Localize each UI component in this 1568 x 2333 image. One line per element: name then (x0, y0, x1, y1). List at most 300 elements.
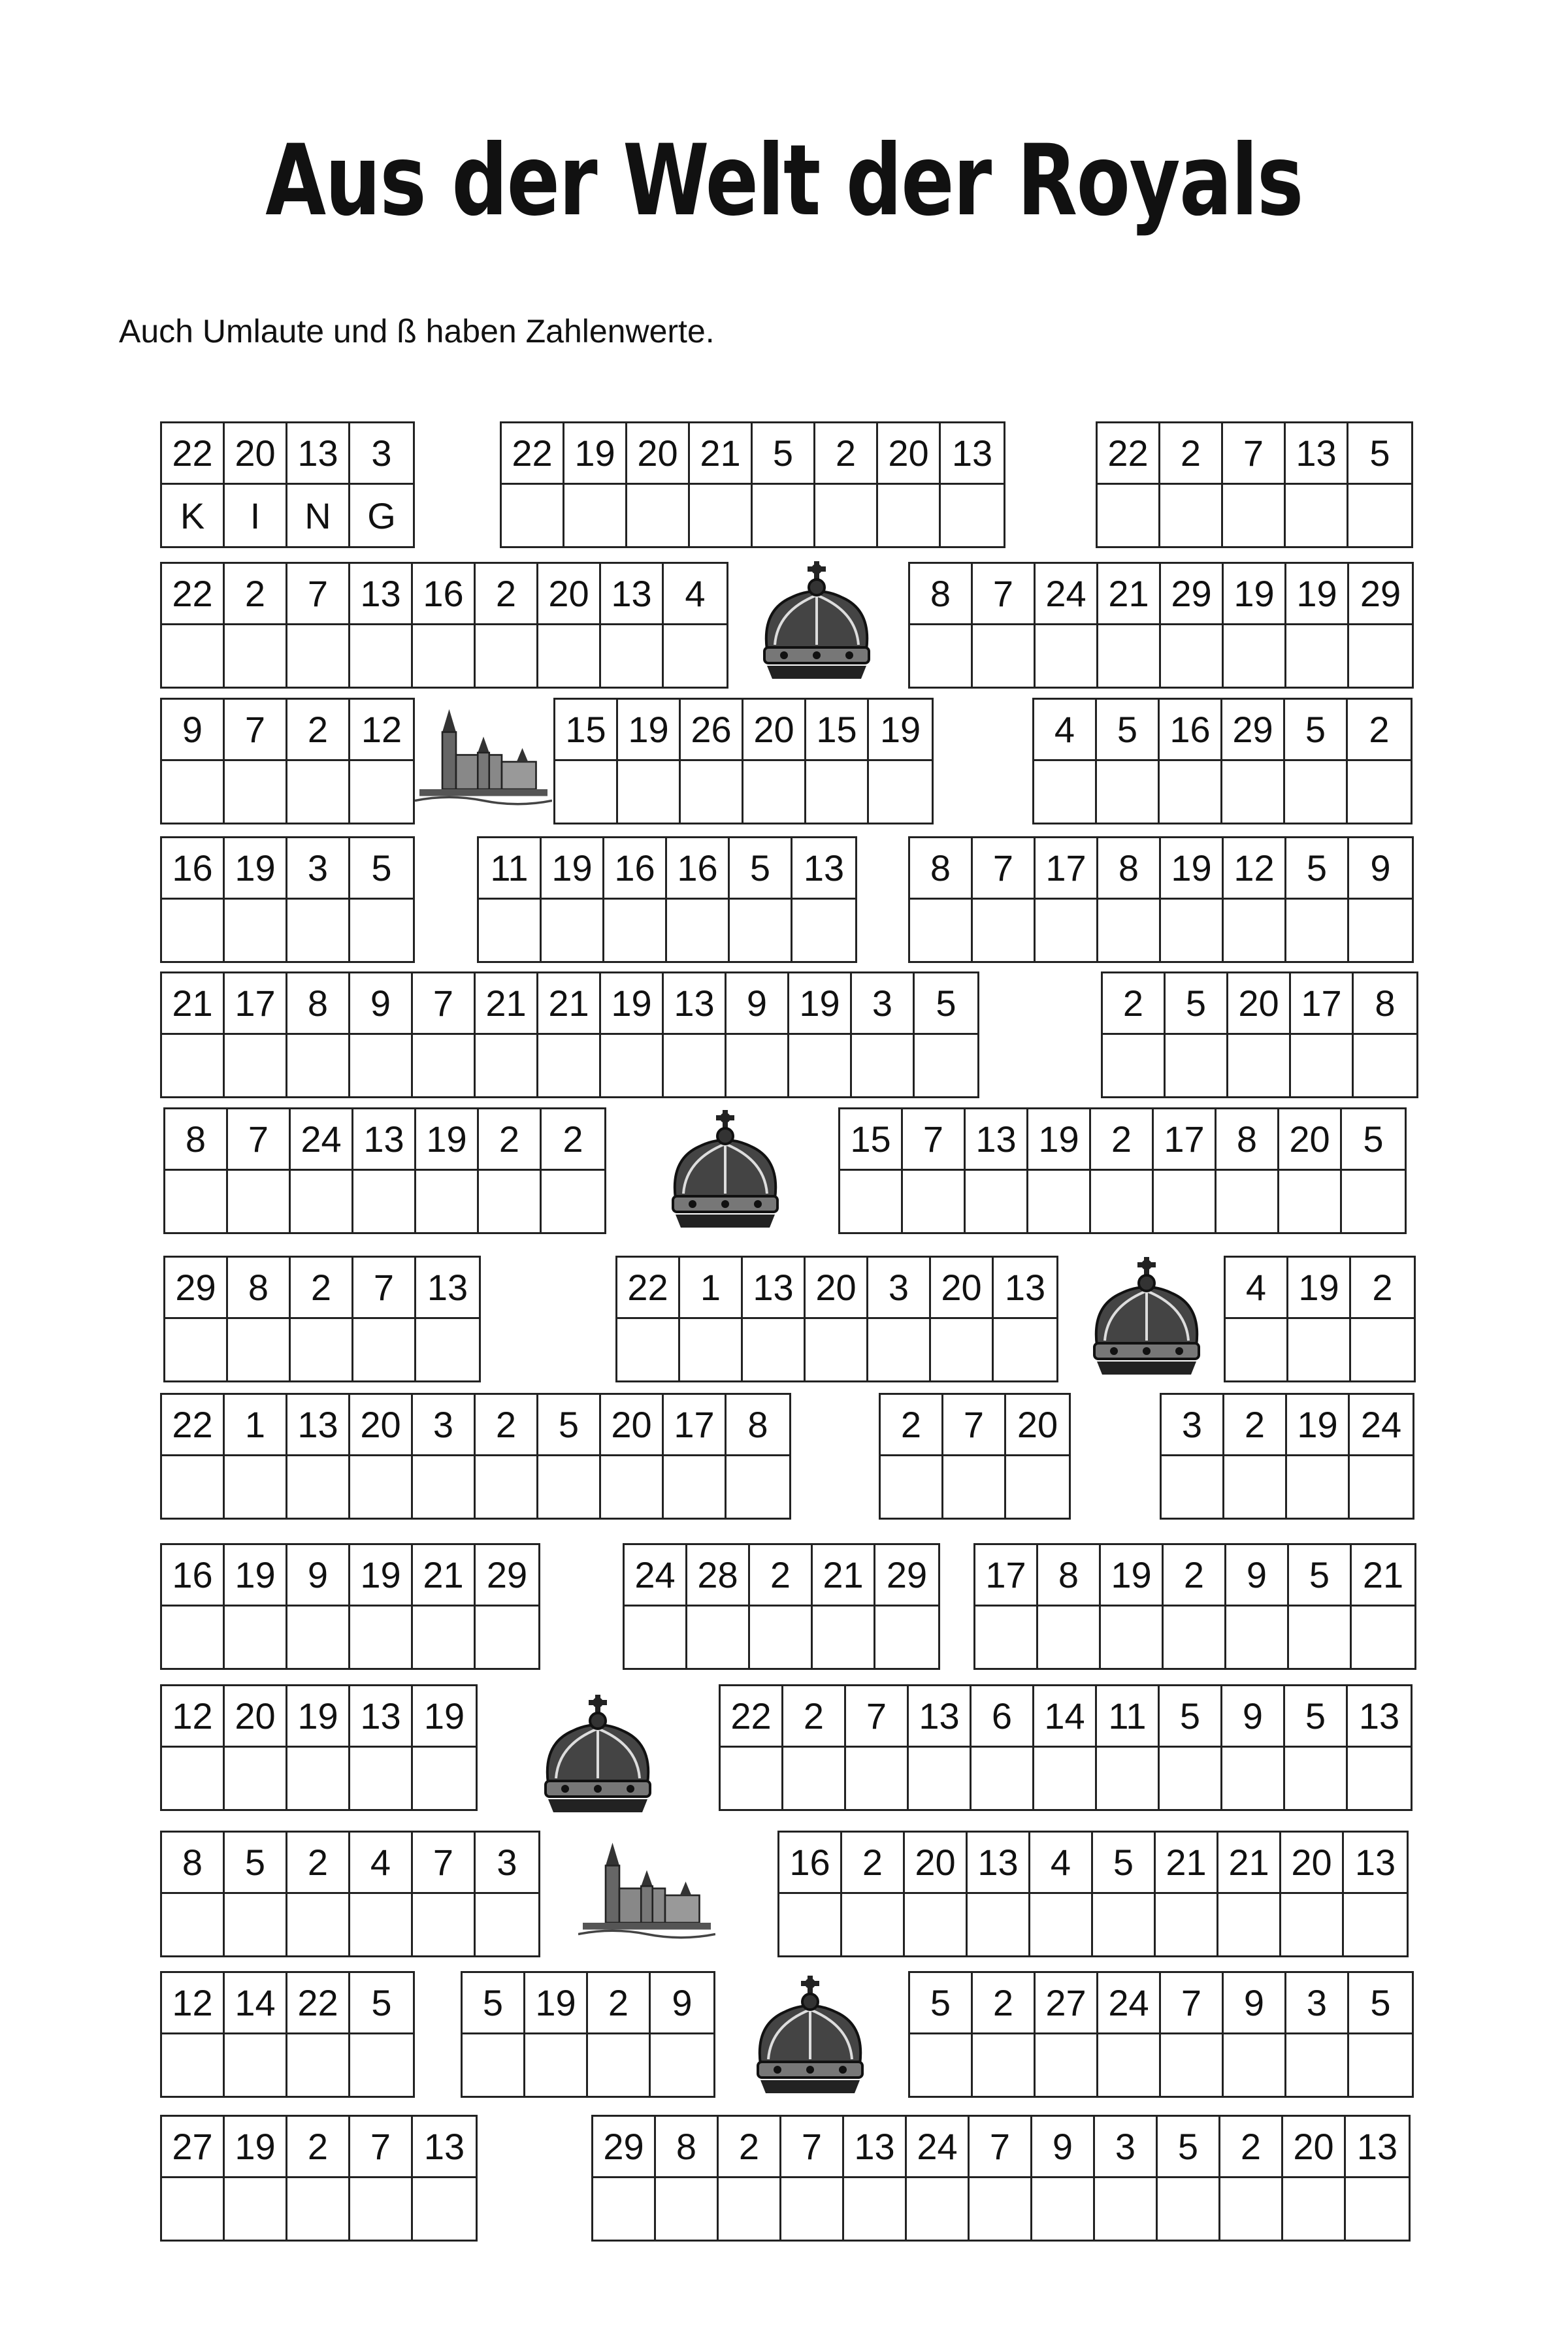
number-cell: 7 (973, 838, 1036, 900)
answer-cell[interactable] (287, 1894, 350, 1955)
answer-cell[interactable] (165, 1171, 228, 1232)
answer-cell[interactable] (162, 1035, 225, 1096)
answer-cell[interactable] (1224, 900, 1286, 961)
answer-cell[interactable] (975, 1607, 1038, 1668)
answer-cell[interactable] (476, 1035, 538, 1096)
answer-cell[interactable] (225, 1456, 287, 1518)
answer-cell[interactable] (1162, 1456, 1224, 1518)
answer-cell[interactable] (690, 485, 753, 546)
answer-cell[interactable] (1224, 2034, 1286, 2096)
answer-cell[interactable] (910, 900, 973, 961)
answer-cell[interactable] (1160, 1748, 1222, 1809)
number-cell: 7 (970, 2117, 1032, 2178)
answer-cell[interactable] (1098, 625, 1161, 687)
answer-cell[interactable] (350, 1456, 413, 1518)
answer-cell[interactable] (1098, 2034, 1161, 2096)
number-cell: 16 (667, 838, 730, 900)
answer-cell[interactable] (815, 485, 878, 546)
number-cell: 8 (910, 838, 973, 900)
number-cell: 20 (931, 1258, 994, 1319)
number-cell: 13 (353, 1109, 416, 1171)
answer-cell[interactable] (542, 900, 604, 961)
number-cell: 2 (1103, 973, 1166, 1035)
answer-cell[interactable] (162, 1607, 225, 1668)
answer-cell[interactable] (1034, 1748, 1097, 1809)
word-grid (160, 971, 979, 1098)
number-cell: 19 (350, 1545, 413, 1607)
answer-cell[interactable] (792, 900, 855, 961)
answer-cell[interactable] (664, 1456, 727, 1518)
answer-cell[interactable] (1226, 1607, 1289, 1668)
answer-cell[interactable] (1097, 761, 1160, 823)
answer-cell[interactable] (165, 1319, 228, 1380)
answer-cell[interactable] (1286, 2034, 1349, 2096)
number-cell: 19 (287, 1686, 350, 1748)
answer-cell[interactable] (750, 1607, 813, 1668)
answer-cell[interactable] (162, 761, 225, 823)
answer-cell[interactable] (555, 761, 618, 823)
answer-cell[interactable] (875, 1607, 938, 1668)
answer-cell[interactable]: G (367, 495, 396, 536)
answer-cell[interactable] (1222, 1748, 1285, 1809)
answer-cell[interactable] (162, 1456, 225, 1518)
number-cell: 19 (225, 838, 287, 900)
answer-cell[interactable] (353, 1319, 416, 1380)
answer-cell[interactable] (1289, 1607, 1352, 1668)
answer-cell[interactable] (1036, 625, 1098, 687)
answer-cell[interactable] (1286, 625, 1349, 687)
answer-cell[interactable] (225, 1748, 287, 1809)
answer-cell[interactable] (225, 1035, 287, 1096)
answer-cell[interactable] (413, 1894, 476, 1955)
answer-cell[interactable] (1346, 2178, 1409, 2240)
number-cell: 27 (162, 2117, 225, 2178)
answer-cell[interactable] (1095, 2178, 1158, 2240)
answer-cell[interactable] (727, 1456, 789, 1518)
answer-cell[interactable] (1354, 1035, 1416, 1096)
number-cell: 21 (1218, 1833, 1281, 1894)
answer-cell[interactable] (350, 900, 413, 961)
answer-cell[interactable] (618, 761, 681, 823)
answer-cell[interactable] (1220, 2178, 1283, 2240)
answer-cell[interactable] (931, 1319, 994, 1380)
number-cell: 5 (1289, 1545, 1352, 1607)
word-grid (623, 1543, 940, 1670)
answer-cell[interactable] (1158, 2178, 1220, 2240)
answer-cell[interactable] (1222, 761, 1285, 823)
answer-cell[interactable] (1164, 1607, 1226, 1668)
number-cell: 13 (1344, 1833, 1407, 1894)
number-cell: 15 (806, 700, 869, 761)
number-cell: 8 (287, 973, 350, 1035)
answer-cell[interactable] (287, 761, 350, 823)
answer-cell[interactable] (1030, 1894, 1093, 1955)
answer-cell[interactable] (1161, 900, 1224, 961)
answer-cell[interactable] (350, 2034, 413, 2096)
answer-cell[interactable] (542, 1171, 604, 1232)
number-cell: 13 (743, 1258, 806, 1319)
number-cell: 9 (162, 700, 225, 761)
answer-cell[interactable] (162, 625, 225, 687)
answer-cell[interactable] (1217, 1171, 1279, 1232)
answer-cell[interactable] (413, 1607, 476, 1668)
answer-cell[interactable] (743, 761, 806, 823)
number-cell: 16 (413, 564, 476, 625)
answer-cell[interactable] (973, 900, 1036, 961)
answer-cell[interactable] (1342, 1171, 1405, 1232)
answer-cell[interactable] (1226, 1319, 1288, 1380)
answer-cell[interactable] (781, 2178, 844, 2240)
answer-cell[interactable] (905, 1894, 968, 1955)
number-cell: 29 (593, 2117, 656, 2178)
answer-cell[interactable] (162, 900, 225, 961)
word-grid (477, 836, 857, 963)
answer-cell[interactable] (1166, 1035, 1228, 1096)
word-grid (908, 836, 1414, 963)
answer-cell[interactable] (1224, 625, 1286, 687)
number-cell: 21 (476, 973, 538, 1035)
answer-cell[interactable] (844, 2178, 907, 2240)
answer-cell[interactable] (868, 1319, 931, 1380)
number-cell: 19 (1286, 564, 1349, 625)
answer-cell[interactable] (783, 1748, 846, 1809)
answer-cell[interactable] (651, 2034, 713, 2096)
answer-cell[interactable] (225, 761, 287, 823)
number-cell: 19 (416, 1109, 479, 1171)
answer-cell[interactable] (1091, 1171, 1154, 1232)
answer-cell[interactable] (538, 625, 601, 687)
number-cell: 2 (1351, 1258, 1414, 1319)
number-cell: 7 (350, 2117, 413, 2178)
number-cell: 19 (225, 1545, 287, 1607)
number-cell: 15 (555, 700, 618, 761)
answer-cell[interactable] (878, 485, 941, 546)
answer-cell[interactable] (413, 1035, 476, 1096)
answer-cell[interactable] (413, 625, 476, 687)
number-cell: 9 (1032, 2117, 1095, 2178)
number-cell: 2 (1224, 1395, 1287, 1456)
number-cell: 2 (287, 2117, 350, 2178)
answer-cell[interactable] (907, 2178, 970, 2240)
answer-cell[interactable] (1036, 900, 1098, 961)
word-grid (908, 1971, 1414, 2098)
number-cell: 20 (878, 423, 941, 485)
answer-cell[interactable] (968, 1894, 1030, 1955)
number-cell: 21 (1352, 1545, 1414, 1607)
number-cell: 13 (966, 1109, 1028, 1171)
answer-cell[interactable] (627, 485, 690, 546)
answer-cell[interactable] (1101, 1607, 1164, 1668)
answer-cell[interactable] (687, 1607, 750, 1668)
castle-icon (415, 702, 552, 815)
answer-cell[interactable] (162, 1894, 225, 1955)
answer-cell[interactable] (617, 1319, 680, 1380)
answer-cell[interactable] (225, 900, 287, 961)
number-cell: 17 (225, 973, 287, 1035)
answer-cell[interactable] (1288, 1319, 1351, 1380)
number-cell: 19 (1101, 1545, 1164, 1607)
answer-cell[interactable] (1352, 1607, 1414, 1668)
answer-cell[interactable] (1285, 761, 1348, 823)
answer-cell[interactable] (162, 2034, 225, 2096)
answer-cell[interactable] (1154, 1171, 1217, 1232)
word-grid (160, 1393, 791, 1520)
answer-cell[interactable] (1228, 1035, 1291, 1096)
answer-cell[interactable] (601, 625, 664, 687)
number-cell: 19 (564, 423, 627, 485)
answer-cell[interactable] (1218, 1894, 1281, 1955)
number-cell: 22 (162, 1395, 225, 1456)
word-grid (160, 2115, 478, 2242)
number-cell: 13 (994, 1258, 1056, 1319)
answer-cell[interactable] (1098, 485, 1160, 546)
number-cell: 19 (1288, 1258, 1351, 1319)
number-cell: 22 (721, 1686, 783, 1748)
answer-cell[interactable] (476, 1607, 538, 1668)
answer-cell[interactable] (1161, 625, 1224, 687)
answer-cell[interactable] (1032, 2178, 1095, 2240)
number-cell: 20 (538, 564, 601, 625)
answer-cell[interactable] (806, 761, 869, 823)
answer-cell[interactable] (287, 1607, 350, 1668)
answer-cell[interactable] (416, 1171, 479, 1232)
answer-cell[interactable] (225, 2034, 287, 2096)
answer-cell[interactable] (413, 1456, 476, 1518)
number-cell: 11 (1097, 1686, 1160, 1748)
number-cell: 5 (1097, 700, 1160, 761)
answer-cell[interactable] (1006, 1456, 1069, 1518)
answer-cell[interactable] (840, 1171, 903, 1232)
answer-cell[interactable] (1160, 485, 1223, 546)
number-cell: 5 (1158, 2117, 1220, 2178)
answer-cell[interactable] (719, 2178, 781, 2240)
answer-cell[interactable] (667, 900, 730, 961)
number-cell: 24 (907, 2117, 970, 2178)
answer-cell[interactable] (1279, 1171, 1342, 1232)
answer-cell[interactable] (994, 1319, 1056, 1380)
answer-cell[interactable] (291, 1319, 353, 1380)
answer-cell[interactable] (1093, 1894, 1156, 1955)
answer-cell[interactable] (1161, 2034, 1224, 2096)
answer-cell[interactable] (664, 625, 727, 687)
number-cell: 29 (875, 1545, 938, 1607)
answer-cell[interactable] (1349, 2034, 1412, 2096)
answer-cell[interactable] (813, 1607, 875, 1668)
word-grid (838, 1107, 1407, 1234)
answer-cell[interactable] (1350, 1456, 1413, 1518)
answer-cell[interactable] (730, 900, 792, 961)
answer-cell[interactable] (162, 2178, 225, 2240)
number-cell: 2 (287, 1833, 350, 1894)
number-cell: 13 (909, 1686, 972, 1748)
answer-cell[interactable] (287, 900, 350, 961)
answer-cell[interactable] (779, 1894, 842, 1955)
answer-cell[interactable] (604, 900, 667, 961)
answer-cell[interactable] (1223, 485, 1286, 546)
answer-cell[interactable] (593, 2178, 656, 2240)
answer-cell[interactable] (1348, 1748, 1411, 1809)
number-cell: 24 (1350, 1395, 1413, 1456)
answer-cell[interactable] (564, 485, 627, 546)
number-cell: 5 (753, 423, 815, 485)
answer-cell[interactable] (225, 1894, 287, 1955)
answer-cell[interactable] (287, 2178, 350, 2240)
answer-cell[interactable] (664, 1035, 727, 1096)
answer-cell[interactable] (681, 761, 743, 823)
number-cell: 20 (905, 1833, 968, 1894)
answer-cell[interactable] (350, 1035, 413, 1096)
answer-cell[interactable] (502, 485, 564, 546)
answer-cell[interactable] (287, 1035, 350, 1096)
number-cell: 29 (1161, 564, 1224, 625)
answer-cell[interactable] (538, 1456, 601, 1518)
word-grid (553, 698, 934, 824)
answer-cell[interactable] (1103, 1035, 1166, 1096)
answer-cell[interactable] (656, 2178, 719, 2240)
answer-cell[interactable] (1281, 1894, 1344, 1955)
answer-cell[interactable] (1348, 485, 1411, 546)
answer-cell[interactable] (463, 2034, 525, 2096)
answer-cell[interactable] (943, 1456, 1006, 1518)
answer-cell[interactable] (416, 1319, 479, 1380)
answer-cell[interactable] (538, 1035, 601, 1096)
answer-cell[interactable] (1344, 1894, 1407, 1955)
number-cell: 17 (1291, 973, 1354, 1035)
answer-cell[interactable] (413, 2178, 476, 2240)
number-cell: 1 (680, 1258, 743, 1319)
answer-cell[interactable] (1349, 900, 1412, 961)
answer-cell[interactable] (910, 2034, 973, 2096)
answer-cell[interactable] (1224, 1456, 1287, 1518)
answer-cell[interactable] (1156, 1894, 1218, 1955)
number-cell: 9 (1226, 1545, 1289, 1607)
answer-cell[interactable] (287, 625, 350, 687)
number-cell: 17 (1154, 1109, 1217, 1171)
answer-cell[interactable] (350, 761, 413, 823)
answer-cell[interactable] (910, 625, 973, 687)
answer-cell[interactable] (743, 1319, 806, 1380)
answer-cell[interactable] (1287, 1456, 1350, 1518)
answer-cell[interactable] (291, 1171, 353, 1232)
answer-cell[interactable] (625, 1607, 687, 1668)
answer-cell[interactable] (909, 1748, 972, 1809)
answer-cell[interactable] (1285, 1748, 1348, 1809)
number-cell: 20 (743, 700, 806, 761)
answer-cell[interactable] (903, 1171, 966, 1232)
answer-cell[interactable] (350, 1894, 413, 1955)
answer-cell[interactable] (753, 485, 815, 546)
answer-cell[interactable] (970, 2178, 1032, 2240)
answer-cell[interactable] (1291, 1035, 1354, 1096)
answer-cell[interactable] (525, 2034, 588, 2096)
answer-cell[interactable] (350, 1748, 413, 1809)
answer-cell[interactable] (1097, 1748, 1160, 1809)
number-cell: 21 (1156, 1833, 1218, 1894)
answer-cell[interactable] (601, 1456, 664, 1518)
answer-cell[interactable] (941, 485, 1004, 546)
answer-cell[interactable] (973, 2034, 1036, 2096)
answer-cell[interactable] (162, 1748, 225, 1809)
number-cell: 5 (1285, 700, 1348, 761)
answer-cell[interactable]: I (225, 485, 287, 546)
number-cell: 4 (1226, 1258, 1288, 1319)
answer-cell[interactable] (789, 1035, 852, 1096)
number-cell: 20 (806, 1258, 868, 1319)
number-cell: 19 (869, 700, 932, 761)
answer-cell[interactable] (1286, 485, 1348, 546)
answer-cell[interactable] (225, 2178, 287, 2240)
answer-cell[interactable] (915, 1035, 977, 1096)
answer-cell[interactable] (721, 1748, 783, 1809)
answer-cell[interactable] (842, 1894, 905, 1955)
answer-cell[interactable] (225, 625, 287, 687)
answer-cell[interactable] (1351, 1319, 1414, 1380)
number-cell: 2 (588, 1973, 651, 2034)
answer-cell[interactable] (350, 625, 413, 687)
answer-cell[interactable] (727, 1035, 789, 1096)
answer-cell[interactable] (476, 1456, 538, 1518)
number-cell: 2 (881, 1395, 943, 1456)
answer-cell[interactable] (476, 625, 538, 687)
number-cell: 20 (350, 1395, 413, 1456)
answer-cell[interactable] (476, 1894, 538, 1955)
answer-cell[interactable] (350, 2178, 413, 2240)
answer-cell[interactable] (225, 1607, 287, 1668)
answer-cell[interactable] (479, 1171, 542, 1232)
answer-cell[interactable] (1349, 625, 1412, 687)
answer-cell[interactable]: K (162, 485, 225, 546)
answer-cell[interactable] (413, 1748, 476, 1809)
answer-cell[interactable]: N (287, 485, 350, 546)
answer-cell[interactable] (852, 1035, 915, 1096)
answer-cell[interactable] (287, 1456, 350, 1518)
answer-cell[interactable] (287, 2034, 350, 2096)
number-cell: 19 (601, 973, 664, 1035)
answer-cell[interactable] (1098, 900, 1161, 961)
number-cell: 13 (350, 1686, 413, 1748)
answer-cell[interactable] (479, 900, 542, 961)
answer-cell[interactable] (680, 1319, 743, 1380)
answer-cell[interactable] (350, 1607, 413, 1668)
answer-cell[interactable] (1038, 1607, 1101, 1668)
number-cell: 4 (350, 1833, 413, 1894)
number-cell: 9 (1222, 1686, 1285, 1748)
answer-cell[interactable] (1028, 1171, 1091, 1232)
answer-cell[interactable] (1036, 2034, 1098, 2096)
word-grid (719, 1684, 1413, 1811)
answer-cell[interactable] (228, 1319, 291, 1380)
answer-cell[interactable] (881, 1456, 943, 1518)
answer-cell[interactable] (806, 1319, 868, 1380)
word-grid (591, 2115, 1411, 2242)
answer-cell[interactable] (1160, 761, 1222, 823)
answer-cell[interactable] (1286, 900, 1349, 961)
answer-cell[interactable] (973, 625, 1036, 687)
answer-cell[interactable] (287, 1748, 350, 1809)
answer-cell[interactable] (1283, 2178, 1346, 2240)
answer-cell[interactable] (588, 2034, 651, 2096)
answer-cell[interactable] (228, 1171, 291, 1232)
answer-cell[interactable] (601, 1035, 664, 1096)
answer-cell[interactable] (869, 761, 932, 823)
answer-cell[interactable] (966, 1171, 1028, 1232)
answer-cell[interactable] (353, 1171, 416, 1232)
answer-cell[interactable] (1034, 761, 1097, 823)
answer-cell[interactable] (846, 1748, 909, 1809)
number-cell: 28 (687, 1545, 750, 1607)
answer-cell[interactable] (1348, 761, 1411, 823)
answer-cell[interactable] (972, 1748, 1034, 1809)
